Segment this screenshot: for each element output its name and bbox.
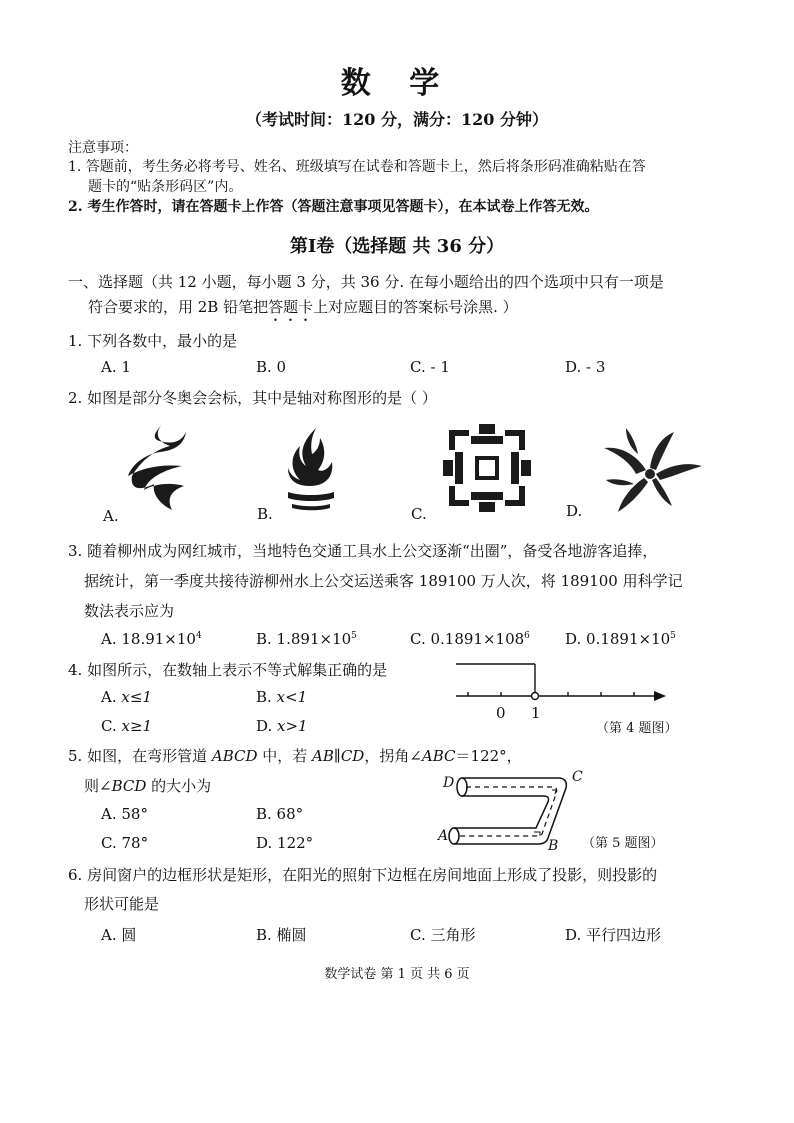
q4-a-expr: x≤1 (121, 688, 152, 706)
q4-b-expr: x<1 (276, 688, 308, 706)
number-line-label-0: 0 (496, 704, 506, 722)
q2-stem: 2. 如图是部分冬奥会会标，其中是轴对称图形的是（ ） (68, 389, 437, 407)
q2-option-b: B. (257, 505, 273, 523)
page-title: 数 学 (340, 66, 454, 101)
q5-option-b: B. 68° (256, 805, 304, 823)
q4-d-label: D. (256, 717, 278, 735)
pipe-label-d: D (443, 775, 455, 791)
q5-line2 (84, 775, 211, 796)
q3-b-base: B. 1.891×10 (256, 630, 352, 648)
q4-option-c (101, 717, 152, 735)
intro-text-a: 符合要求的，用 2B 铅笔把 (88, 298, 269, 316)
q3-option-b (256, 630, 357, 648)
section-intro-line2 (88, 296, 518, 325)
q5-text-i: 的大小为 (146, 777, 212, 795)
notice-heading: 注意事项： (68, 140, 138, 156)
q5-text-h: 则∠ (84, 777, 112, 795)
q4-stem: 4. 如图所示，在数轴上表示不等式解集正确的是 (68, 661, 388, 679)
q2-option-d: D. (566, 502, 583, 520)
intro-text-b: 上对应题目的答案标号涂黑. ） (313, 298, 518, 316)
number-line-label-1: 1 (531, 704, 541, 722)
q5-option-d: D. 122° (256, 834, 314, 852)
q3-option-d (565, 630, 676, 648)
q3-b-exp: 5 (351, 631, 357, 641)
emblem-b-image (276, 422, 346, 514)
q5-option-c: C. 78° (101, 834, 149, 852)
q3-line1: 3. 随着柳州成为网红城市，当地特色交通工具水上公交逐渐“出圈”，备受各地游客追捧， (68, 542, 658, 560)
q4-option-a (101, 688, 152, 706)
q4-d-expr: x>1 (277, 717, 308, 735)
q1-option-c: C. - 1 (410, 358, 450, 376)
q5-text-bcd: BCD (111, 777, 147, 795)
number-line-figure (452, 658, 672, 716)
notice-item-1-cont: 题卡的“贴条形码区”内。 (88, 179, 243, 195)
q6-line1: 6. 房间窗户的边框形状是矩形，在阳光的照射下边框在房间地面上形成了投影，则投影的 (68, 866, 658, 884)
q3-d-exp: 5 (670, 631, 676, 641)
q4-b-label: B. (256, 688, 277, 706)
q3-line2: 据统计，第一季度共接待游柳州水上公交运送乘客 189100 万人次，将 189100 用科学记 (84, 572, 683, 590)
q4-figure-caption: （第 4 题图） (596, 721, 678, 736)
section-intro-line1: 一、选择题（共 12 小题，每小题 3 分，共 36 分. 在每小题给出的四个选项中只有一项是 (68, 273, 664, 291)
notice-item-2: 2. 考生作答时，请在答题卡上作答（答题注意事项见答题卡），在本试卷上作答无效。 (68, 199, 599, 215)
pipe-figure (440, 766, 590, 850)
q5-text-parallel: AB∥CD (312, 747, 365, 765)
q5-option-a: A. 58° (101, 805, 148, 823)
q6-line2: 形状可能是 (84, 895, 160, 913)
q2-option-a: A. (103, 507, 119, 525)
q3-a-base: A. 18.91×10 (101, 630, 196, 648)
q4-a-label: A. (101, 688, 122, 706)
q4-option-d (256, 717, 308, 735)
q5-text-c: 中，若 (257, 747, 313, 765)
pipe-label-c: C (572, 769, 583, 785)
section-title: 第Ⅰ卷（选择题 共 36 分） (289, 236, 505, 257)
emblem-a-image (124, 420, 206, 516)
q5-text-abcd: ABCD (211, 747, 258, 765)
q4-option-b (256, 688, 307, 706)
q3-option-a (101, 630, 202, 648)
pipe-label-b: B (548, 838, 559, 854)
emblem-d-image (596, 424, 706, 516)
q4-c-expr: x≥1 (121, 717, 153, 735)
q1-option-b: B. 0 (256, 358, 287, 376)
q5-text-a: 5. 如图，在弯形管道 (68, 747, 212, 765)
q3-option-c (410, 630, 530, 648)
q5-text-e: ，拐角∠ (364, 747, 422, 765)
exam-subtitle: （考试时间：120 分，满分：120 分钟） (246, 110, 548, 129)
q5-text-abc: ABC (421, 747, 456, 765)
q3-c-base: C. 0.1891×108 (410, 630, 525, 648)
q4-c-label: C. (101, 717, 122, 735)
q3-line3: 数法表示应为 (84, 602, 175, 620)
q6-option-d: D. 平行四边形 (565, 926, 662, 944)
emblem-c-image (441, 422, 533, 514)
q5-figure-caption: （第 5 题图） (582, 836, 664, 851)
q6-option-c: C. 三角形 (410, 926, 476, 944)
notice-item-1: 1. 答题前，考生务必将考号、姓名、班级填写在试卷和答题卡上，然后将条形码准确粘贴在答 (68, 159, 646, 175)
q5-text-g: ＝122°， (455, 747, 522, 765)
q3-d-base: D. 0.1891×10 (565, 630, 671, 648)
q1-stem: 1. 下列各数中，最小的是 (68, 332, 238, 350)
q5-line1 (68, 745, 522, 766)
q2-option-c: C. (411, 505, 427, 523)
q3-c-exp: 6 (524, 631, 530, 641)
q3-a-exp: 4 (195, 631, 202, 641)
q1-option-a: A. 1 (101, 358, 131, 376)
pipe-label-a: A (438, 828, 449, 844)
q1-option-d: D. - 3 (565, 358, 606, 376)
q6-option-a: A. 圆 (101, 926, 137, 944)
intro-emphasis: 答题卡 (268, 298, 314, 316)
page-footer: 数学试卷 第 1 页 共 6 页 (324, 967, 470, 982)
q6-option-b: B. 椭圆 (256, 926, 307, 944)
